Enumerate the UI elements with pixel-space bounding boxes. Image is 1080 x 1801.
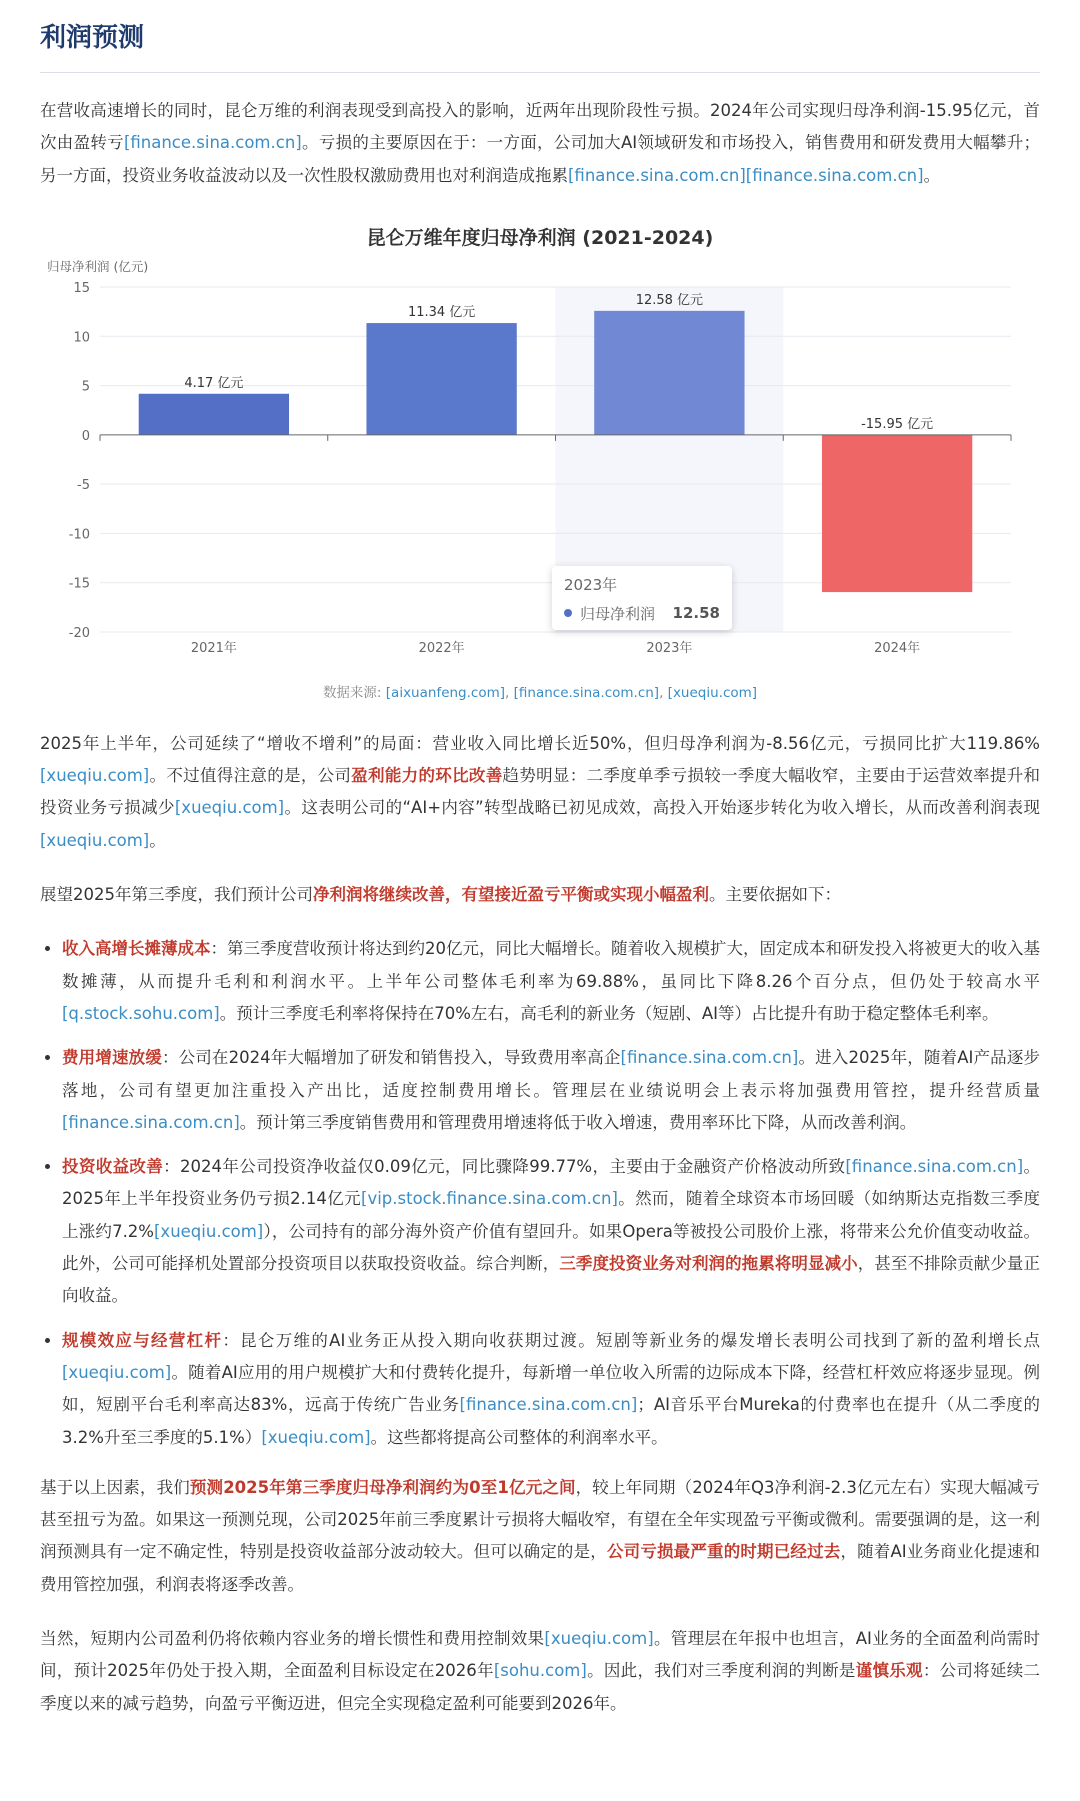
highlight-text: 预测2025年第三季度归母净利润约为0至1亿元之间 bbox=[189, 1477, 576, 1497]
chart-canvas bbox=[0, 214, 1080, 679]
text: ：公司在2024年大幅增加了研发和销售投入，导致费用率高企 bbox=[161, 1048, 621, 1068]
text: ），公司持有的部分海外资产价值有望回升。如果Opera等被投公司股价上涨，将带来公允价值变动收益。此外，公司可能择机处置部分投资项目以获取投资收益。综合判断， bbox=[62, 1221, 1041, 1274]
paragraph-conclusion bbox=[40, 1623, 1040, 1720]
text: ：公司将延续二季度以来的减亏趋势，向盈亏平衡迈进，但完全实现稳定盈利可能要到2026年。 bbox=[40, 1661, 1041, 1713]
list-item bbox=[62, 1151, 1040, 1312]
data-label: -15.95 亿元 bbox=[861, 416, 934, 432]
chart-title: 昆仑万维年度归母净利润 (2021-2024) bbox=[366, 226, 714, 249]
citation-link[interactable]: [xueqiu.com] bbox=[40, 830, 150, 850]
bar bbox=[139, 394, 289, 435]
citation-link[interactable]: [xueqiu.com] bbox=[154, 1221, 264, 1241]
chart-source: 数据来源: [aixuanfeng.com], [finance.sina.com.cn], [xueqiu.com] bbox=[322, 684, 758, 701]
y-tick-label: 0 bbox=[81, 428, 90, 444]
highlight-text: 三季度投资业务对利润的拖累将明显减小 bbox=[559, 1254, 858, 1274]
list-item bbox=[62, 1325, 1040, 1454]
tooltip-title: 2023年 bbox=[564, 575, 618, 594]
text: 。因此，我们对三季度利润的判断是 bbox=[586, 1661, 856, 1681]
bar bbox=[366, 323, 516, 435]
highlight-text: 盈利能力的环比改善 bbox=[351, 766, 503, 786]
citation-link[interactable]: [finance.sina.com.cn] bbox=[459, 1395, 638, 1415]
text: 趋势明显：二季度单季亏损较一季度大幅收窄，主要由于运营效率提升和投资业务亏损减少 bbox=[40, 766, 1041, 818]
y-axis-label: 归母净利润 (亿元) bbox=[47, 258, 149, 274]
text: 基于以上因素，我们 bbox=[40, 1477, 190, 1497]
y-tick-label: 5 bbox=[81, 379, 90, 395]
title-divider bbox=[40, 72, 1040, 73]
data-label: 12.58 亿元 bbox=[635, 292, 704, 308]
reasons-list bbox=[40, 933, 1040, 1453]
text: ；AI音乐平台Mureka的付费率也在提升（从二季度的3.2%升至三季度的5.1%） bbox=[62, 1395, 1040, 1447]
text: 。2025年上半年投资业务仍亏损2.14亿元 bbox=[62, 1157, 1040, 1209]
source-link[interactable]: [finance.sina.com.cn] bbox=[513, 684, 660, 701]
text: ，较上年同期（2024年Q3净利润-2.3亿元左右）实现大幅减亏甚至扭亏为盈。如果这一预测兑现，公司2025年前三季度累计亏损将大幅收窄，有望在全年实现盈亏平衡或微利。需要强调的是，这一利润预测具有一定不确定性，特别是投资收益部分波动较大。但可以确定的是， bbox=[40, 1477, 1041, 1562]
y-tick-label: -15 bbox=[68, 576, 90, 592]
text: 。这些都将提高公司整体的利润率水平。 bbox=[370, 1427, 668, 1447]
citation-link[interactable]: [sohu.com] bbox=[493, 1661, 587, 1681]
bar bbox=[822, 435, 972, 592]
text: ：第三季度营收预计将达到约20亿元，同比大幅增长。随着收入规模扩大，固定成本和研发投入将被更大的收入基数摊薄，从而提升毛利和利润水平。上半年公司整体毛利率为69.88%，虽同比下降8.26个百分点，但仍处于较高水平 bbox=[62, 939, 1040, 991]
series-dot-icon bbox=[564, 609, 572, 617]
citation-link[interactable]: [finance.sina.com.cn] bbox=[568, 165, 746, 185]
highlight-text: 投资收益改善 bbox=[62, 1157, 164, 1177]
x-tick-label: 2021年 bbox=[190, 640, 237, 656]
bar bbox=[594, 311, 744, 435]
y-tick-label: 10 bbox=[73, 330, 90, 346]
y-tick-label: -20 bbox=[68, 625, 90, 641]
list-item bbox=[62, 1042, 1040, 1139]
text: 。主要依据如下： bbox=[709, 885, 841, 905]
text: 。随着AI应用的用户规模扩大和付费转化提升，每新增一单位收入所需的边际成本下降，经营杠杆效应将逐步显现。例如，短剧平台毛利率高达83%，远高于传统广告业务 bbox=[62, 1362, 1040, 1415]
text: 2025年上半年，公司延续了“增收不增利”的局面：营业收入同比增长近50%，但归母净利润为-8.56亿元，亏损同比扩大119.86% bbox=[40, 733, 1040, 753]
citation-link[interactable]: [finance.sina.com.cn] bbox=[745, 165, 924, 185]
paragraph-h1-2025 bbox=[40, 728, 1040, 857]
text: ：昆仑万维的AI业务正从投入期向收获期过渡。短剧等新业务的爆发增长表明公司找到了新的盈利增长点 bbox=[222, 1330, 1041, 1350]
citation-link[interactable]: [xueqiu.com] bbox=[62, 1362, 172, 1382]
citation-link[interactable]: [xueqiu.com] bbox=[174, 798, 285, 818]
citation-link[interactable]: [finance.sina.com.cn] bbox=[62, 1112, 240, 1132]
citation-link[interactable]: [xueqiu.com] bbox=[544, 1629, 654, 1649]
y-tick-label: 15 bbox=[73, 280, 90, 296]
text: 。管理层在年报中也坦言，AI业务的全面盈利尚需时间，预计2025年仍处于投入期，全面盈利目标设定在2026年 bbox=[40, 1629, 1041, 1681]
highlight-text: 收入高增长摊薄成本 bbox=[62, 939, 211, 959]
chart-tooltip bbox=[552, 566, 732, 630]
highlight-text: 费用增速放缓 bbox=[62, 1048, 162, 1068]
citation-link[interactable]: [xueqiu.com] bbox=[261, 1427, 371, 1447]
text: 。预计三季度毛利率将保持在70%左右，高毛利的新业务（短剧、AI等）占比提升有助于稳定整体毛利率。 bbox=[219, 1003, 999, 1023]
text: 。 bbox=[149, 830, 166, 850]
y-tick-label: -10 bbox=[68, 527, 90, 543]
paragraph-intro bbox=[40, 95, 1040, 192]
x-tick-label: 2023年 bbox=[646, 640, 693, 656]
text: ，随着AI业务商业化提速和费用管控加强，利润表将逐季改善。 bbox=[40, 1542, 1041, 1594]
x-tick-label: 2024年 bbox=[874, 640, 921, 656]
text: 。预计第三季度销售费用和管理费用增速将低于收入增速，费用率环比下降，从而改善利润。 bbox=[239, 1112, 917, 1132]
page-title: 利润预测 bbox=[40, 23, 145, 53]
list-item bbox=[62, 933, 1040, 1030]
citation-link[interactable]: [q.stock.sohu.com] bbox=[62, 1003, 220, 1023]
data-label: 11.34 亿元 bbox=[407, 304, 476, 320]
citation-link[interactable]: [finance.sina.com.cn] bbox=[845, 1157, 1024, 1177]
net-profit-chart bbox=[40, 214, 1040, 714]
highlight-text: 净利润将继续改善，有望接近盈亏平衡或实现小幅盈利 bbox=[313, 885, 709, 905]
highlight-text: 公司亏损最严重的时期已经过去 bbox=[606, 1542, 841, 1562]
citation-link[interactable]: [vip.stock.finance.sina.com.cn] bbox=[361, 1189, 618, 1209]
source-link[interactable]: [aixuanfeng.com] bbox=[385, 684, 506, 701]
source-label: 数据来源: bbox=[322, 684, 386, 701]
x-tick-label: 2022年 bbox=[418, 640, 465, 656]
text: 展望2025年第三季度，我们预计公司 bbox=[40, 885, 313, 905]
text: ，甚至不排除贡献少量正向收益。 bbox=[62, 1254, 1041, 1306]
highlight-text: 谨慎乐观 bbox=[855, 1661, 923, 1681]
text: 。这表明公司的“AI+内容”转型战略已初见成效，高投入开始逐步转化为收入增长，从而改善利润表现 bbox=[284, 798, 1040, 818]
citation-link[interactable]: [finance.sina.com.cn] bbox=[123, 133, 302, 153]
text: 。 bbox=[923, 165, 941, 185]
text: 。亏损的主要原因在于：一方面，公司加大AI领域研发和市场投入，销售费用和研发费用大幅攀升；另一方面，投资业务收益波动以及一次性股权激励费用也对利润造成拖累 bbox=[40, 133, 1040, 185]
source-link[interactable]: [xueqiu.com] bbox=[667, 684, 758, 701]
data-label: 4.17 亿元 bbox=[184, 375, 244, 391]
highlight-text: 规模效应与经营杠杆 bbox=[62, 1330, 223, 1350]
paragraph-forecast bbox=[40, 1472, 1040, 1601]
citation-link[interactable]: [xueqiu.com] bbox=[40, 766, 150, 786]
text: 。然而，随着全球资本市场回暖（如纳斯达克指数三季度上涨约7.2% bbox=[62, 1189, 1041, 1241]
text: ：2024年公司投资净收益仅0.09亿元，同比骤降99.77%，主要由于金融资产价格波动所致 bbox=[163, 1157, 846, 1177]
tooltip-value: 12.58 bbox=[672, 604, 720, 623]
text: 。进入2025年，随着AI产品逐步落地，公司有望更加注重投入产出比，适度控制费用增长。管理层在业绩说明会上表示将加强费用管控，提升经营质量 bbox=[62, 1048, 1040, 1100]
text: 在营收高速增长的同时，昆仑万维的利润表现受到高投入的影响，近两年出现阶段性亏损。2024年公司实现归母净利润-15.95亿元，首次由盈转亏 bbox=[40, 101, 1040, 153]
citation-link[interactable]: [finance.sina.com.cn] bbox=[620, 1048, 799, 1068]
paragraph-q3-outlook bbox=[40, 879, 1040, 911]
tooltip-series: 归母净利润 bbox=[580, 604, 656, 623]
text: 。不过值得注意的是，公司 bbox=[149, 766, 352, 786]
y-tick-label: -5 bbox=[77, 478, 90, 494]
text: 当然，短期内公司盈利仍将依赖内容业务的增长惯性和费用控制效果 bbox=[40, 1629, 545, 1649]
